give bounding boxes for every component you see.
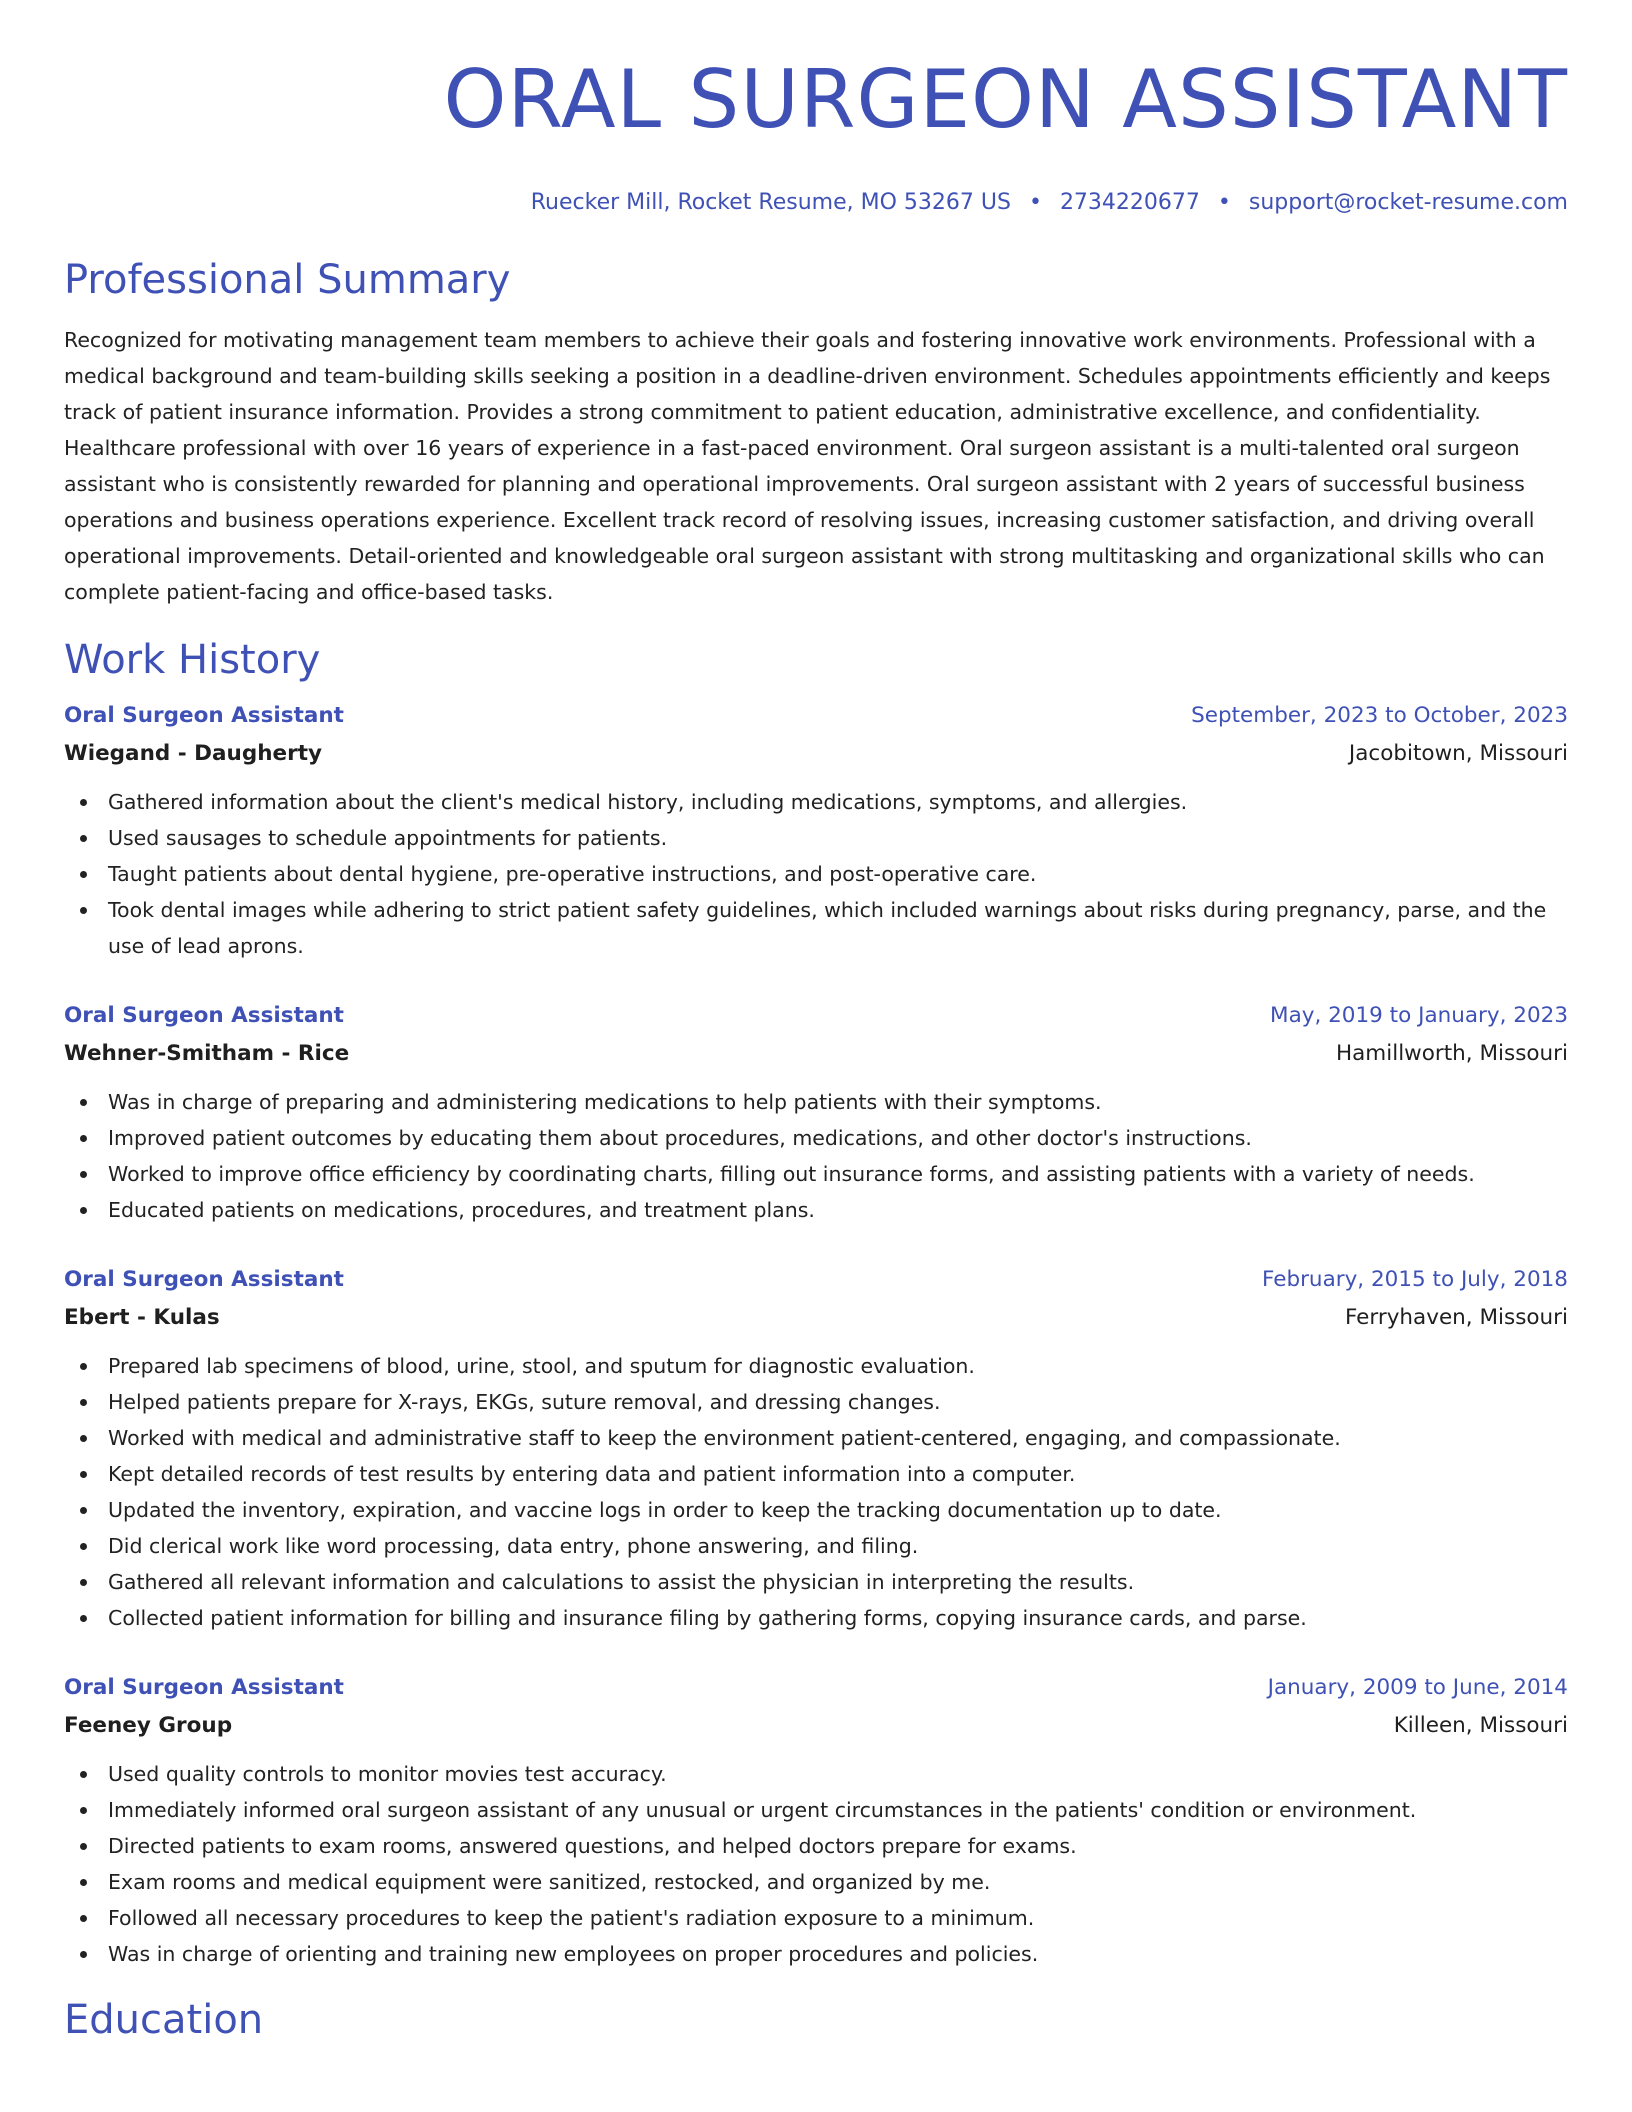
job-header-row [64, 1262, 1568, 1298]
summary-heading: Professional Summary [64, 257, 511, 303]
list-item: Worked to improve office efficiency by coordinating charts, filling out insurance forms, and assisting patients with a variety of needs. [64, 1156, 1568, 1192]
job-title: Oral Surgeon Assistant [64, 1003, 344, 1028]
list-item: Immediately informed oral surgeon assistant of any unusual or urgent circumstances in the patients' condition or environment. [64, 1792, 1568, 1828]
job-dates: May, 2019 to January, 2023 [1270, 1003, 1568, 1028]
list-item: Improved patient outcomes by educating them about procedures, medications, and other doctor's instructions. [64, 1120, 1568, 1156]
list-item: Directed patients to exam rooms, answered questions, and helped doctors prepare for exams. [64, 1828, 1568, 1864]
list-item: Taught patients about dental hygiene, pre-operative instructions, and post-operative care. [64, 856, 1568, 892]
job-location: Hamillworth, Missouri [1335, 1041, 1568, 1066]
job-dates: September, 2023 to October, 2023 [1191, 703, 1568, 728]
contact-email: support@rocket-resume.com [1248, 190, 1568, 215]
job-title: Oral Surgeon Assistant [64, 703, 344, 728]
contact-separator: • [1028, 190, 1042, 215]
job-location: Killeen, Missouri [1393, 1713, 1568, 1738]
list-item: Prepared lab specimens of blood, urine, stool, and sputum for diagnostic evaluation. [64, 1348, 1568, 1384]
job-bullet-list [64, 784, 1568, 964]
job-entry [64, 1262, 1568, 1636]
summary-text: Recognized for motivating management team members to achieve their goals and fostering innovative work environments. Professional with a medical background and team-building skills seeking a position in a deadline-driven environment. Schedules appointments efficiently and keeps track of patient insurance information. Provides a strong commitment to patient education, administrative excellence, and confidentiality. Healthcare professional with over 16 years of experience in a fast-paced environment. Oral surgeon assistant is a multi-talented oral surgeon assistant who is consistently rewarded for planning and operational improvements. Oral surgeon assistant with 2 years of successful business operations and business operations experience. Excellent track record of resolving issues, increasing customer satisfaction, and driving overall operational improvements. Detail-oriented and knowledgeable oral surgeon assistant with strong multitasking and organizational skills who can complete patient-facing and office-based tasks. [64, 328, 1551, 604]
job-company: Feeney Group [64, 1713, 233, 1738]
job-company: Wehner-Smitham - Rice [64, 1041, 350, 1066]
contact-address: Ruecker Mill, Rocket Resume, MO 53267 US [530, 190, 1011, 215]
job-location: Ferryhaven, Missouri [1344, 1305, 1568, 1330]
list-item: Was in charge of preparing and administering medications to help patients with their symptoms. [64, 1084, 1568, 1120]
job-title: Oral Surgeon Assistant [64, 1267, 344, 1292]
job-company: Wiegand - Daugherty [64, 741, 322, 766]
list-item: Used sausages to schedule appointments for patients. [64, 820, 1568, 856]
job-header-row [64, 998, 1568, 1034]
work-history-heading: Work History [64, 637, 321, 683]
list-item: Followed all necessary procedures to keep the patient's radiation exposure to a minimum. [64, 1900, 1568, 1936]
job-entry [64, 1670, 1568, 1972]
education-heading: Education [64, 1997, 264, 2043]
list-item: Took dental images while adhering to strict patient safety guidelines, which included warnings about risks during pregnancy, parse, and the use of lead aprons. [64, 892, 1568, 964]
job-bullet-list [64, 1756, 1568, 1972]
job-bullet-list [64, 1084, 1568, 1228]
list-item: Did clerical work like word processing, data entry, phone answering, and filing. [64, 1528, 1568, 1564]
job-dates: January, 2009 to June, 2014 [1267, 1675, 1568, 1700]
job-entry [64, 698, 1568, 964]
list-item: Exam rooms and medical equipment were sanitized, restocked, and organized by me. [64, 1864, 1568, 1900]
list-item: Gathered all relevant information and calculations to assist the physician in interpreting the results. [64, 1564, 1568, 1600]
list-item: Gathered information about the client's medical history, including medications, symptoms, and allergies. [64, 784, 1568, 820]
job-company: Ebert - Kulas [64, 1305, 220, 1330]
job-bullet-list [64, 1348, 1568, 1636]
list-item: Kept detailed records of test results by entering data and patient information into a computer. [64, 1456, 1568, 1492]
job-company-row [64, 1034, 1568, 1074]
job-header-row [64, 698, 1568, 734]
list-item: Used quality controls to monitor movies test accuracy. [64, 1756, 1568, 1792]
job-header-row [64, 1670, 1568, 1706]
list-item: Worked with medical and administrative staff to keep the environment patient-centered, engaging, and compassionate. [64, 1420, 1568, 1456]
contact-separator: • [1217, 190, 1231, 215]
list-item: Collected patient information for billing and insurance filing by gathering forms, copying insurance cards, and parse. [64, 1600, 1568, 1636]
page-title: ORAL SURGEON ASSISTANT [443, 53, 1568, 146]
contact-line [64, 188, 1568, 218]
job-company-row [64, 1706, 1568, 1746]
job-location: Jacobitown, Missouri [1348, 741, 1568, 766]
list-item: Educated patients on medications, procedures, and treatment plans. [64, 1192, 1568, 1228]
contact-phone: 2734220677 [1059, 190, 1200, 215]
list-item: Updated the inventory, expiration, and vaccine logs in order to keep the tracking documentation up to date. [64, 1492, 1568, 1528]
list-item: Was in charge of orienting and training new employees on proper procedures and policies. [64, 1936, 1568, 1972]
job-company-row [64, 1298, 1568, 1338]
job-entry [64, 998, 1568, 1228]
job-dates: February, 2015 to July, 2018 [1262, 1267, 1568, 1292]
list-item: Helped patients prepare for X-rays, EKGs, suture removal, and dressing changes. [64, 1384, 1568, 1420]
job-company-row [64, 734, 1568, 774]
job-title: Oral Surgeon Assistant [64, 1675, 344, 1700]
